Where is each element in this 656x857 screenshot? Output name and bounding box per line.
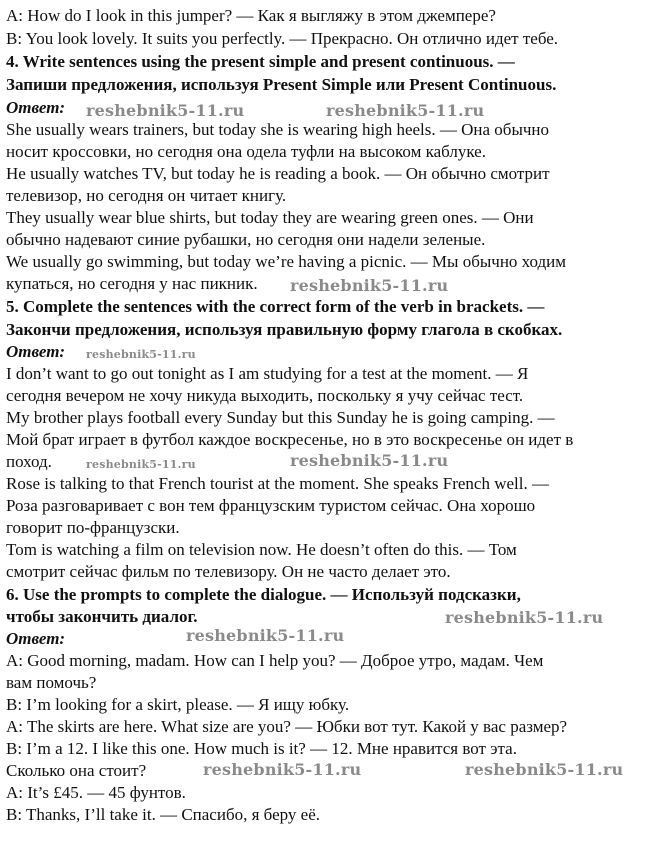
exercise-heading: Закончи предложения, используя правильную форму глагола в скобках. [6, 320, 563, 339]
text-line: A: How do I look in this jumper? — Как я выгляжу в этом джемпере? [6, 6, 496, 25]
text-line: поход. [6, 452, 52, 471]
text-line: Мой брат играет в футбол каждое воскресенье, но в это воскресенье он идет в [6, 430, 574, 449]
text-line: A: Good morning, madam. How can I help you? — Доброе утро, мадам. Чем [6, 651, 544, 670]
watermark: reshebnik5-11.ru [203, 760, 362, 779]
text-line: A: It’s £45. — 45 фунтов. [6, 783, 186, 802]
exercise-heading: 6. Use the prompts to complete the dialogue. — Используй подсказки, [6, 585, 521, 604]
text-line: B: Thanks, I’ll take it. — Спасибо, я беру её. [6, 805, 321, 824]
watermark: reshebnik5-11.ru [86, 458, 196, 471]
text-line: B: I’m looking for a skirt, please. — Я ищу юбку. [6, 695, 350, 714]
text-line: говорит по-французски. [6, 518, 180, 537]
exercise-heading: чтобы закончить диалог. [6, 607, 198, 626]
text-line: B: You look lovely. It suits you perfectly. — Прекрасно. Он отлично идет тебе. [6, 29, 559, 48]
text-line: сегодня вечером не хочу никуда выходить, поскольку я учу сейчас тест. [6, 386, 524, 405]
watermark: reshebnik5-11.ru [86, 348, 196, 361]
text-line: They usually wear blue shirts, but today they are wearing green ones. — Они [6, 208, 534, 227]
watermark: reshebnik5-11.ru [186, 626, 345, 645]
text-line: обычно надевают синие рубашки, но сегодня они надели зеленые. [6, 230, 486, 249]
text-line: Rose is talking to that French tourist at the moment. She speaks French well. — [6, 474, 549, 493]
answer-label: Ответ: [6, 629, 66, 648]
text-line: вам помочь? [6, 673, 97, 692]
watermark: reshebnik5-11.ru [445, 608, 604, 627]
watermark: reshebnik5-11.ru [290, 276, 449, 295]
text-line: носит кроссовки, но сегодня она одела туфли на высоком каблуке. [6, 142, 486, 161]
text-line: Сколько она стоит? [6, 761, 147, 780]
text-line: A: The skirts are here. What size are you? — Юбки вот тут. Какой у вас размер? [6, 717, 568, 736]
text-line: B: I’m a 12. I like this one. How much is it? — 12. Мне нравится вот эта. [6, 739, 517, 758]
watermark: reshebnik5-11.ru [290, 451, 449, 470]
text-line: Роза разговаривает с вон тем французским туристом сейчас. Она хорошо [6, 496, 536, 515]
answer-label: Ответ: [6, 98, 66, 117]
watermark: reshebnik5-11.ru [86, 101, 245, 120]
exercise-heading: 5. Complete the sentences with the correct form of the verb in brackets. — [6, 297, 545, 316]
text-line: I don’t want to go out tonight as I am studying for a test at the moment. — Я [6, 364, 529, 383]
text-line: We usually go swimming, but today we’re having a picnic. — Мы обычно ходим [6, 252, 567, 271]
exercise-heading: Запиши предложения, используя Present Simple или Present Continuous. [6, 75, 557, 94]
text-line: Tom is watching a film on television now. He doesn’t often do this. — Том [6, 540, 517, 559]
text-line: телевизор, но сегодня он читает книгу. [6, 186, 287, 205]
watermark: reshebnik5-11.ru [326, 101, 485, 120]
exercise-heading: 4. Write sentences using the present simple and present continuous. — [6, 52, 515, 71]
text-line: смотрит сейчас фильм по телевизору. Он не часто делает это. [6, 562, 451, 581]
text-line: He usually watches TV, but today he is reading a book. — Он обычно смотрит [6, 164, 550, 183]
watermark: reshebnik5-11.ru [465, 760, 624, 779]
text-line: купаться, но сегодня у нас пикник. [6, 274, 258, 293]
text-line: She usually wears trainers, but today she is wearing high heels. — Она обычно [6, 120, 550, 139]
answer-label: Ответ: [6, 342, 66, 361]
text-line: My brother plays football every Sunday but this Sunday he is going camping. — [6, 408, 555, 427]
